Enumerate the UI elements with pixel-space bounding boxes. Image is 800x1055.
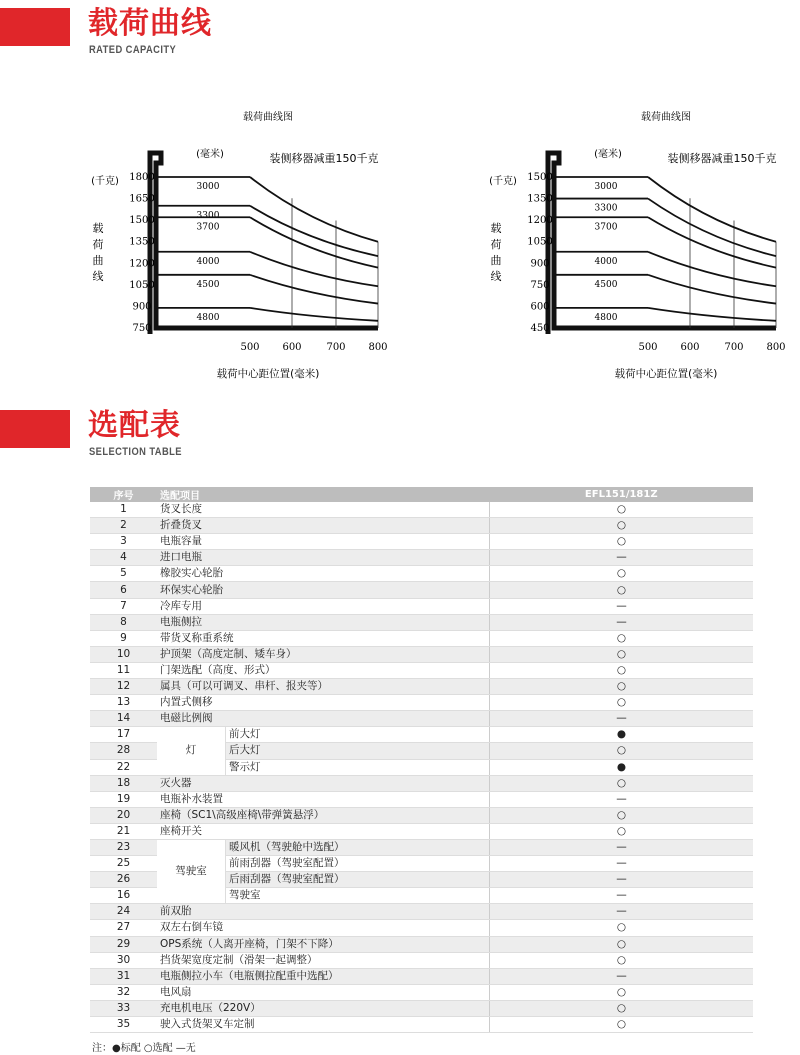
row-value: ○: [490, 936, 754, 952]
row-item: 双左右倒车镜: [157, 920, 490, 936]
row-item: 暖风机（驾驶舱中选配）: [226, 839, 490, 855]
row-item: 后雨刮器（驾驶室配置）: [226, 872, 490, 888]
y-unit-label: (千克): [91, 176, 119, 187]
table-row: [90, 807, 753, 823]
row-item: 电瓶补水装置: [157, 791, 490, 807]
row-item: 带货叉称重系统: [157, 630, 490, 646]
load-chart-left: [0, 100, 400, 400]
row-value: ○: [490, 920, 754, 936]
height-label: 4000: [594, 256, 618, 267]
row-item: 前大灯: [226, 727, 490, 743]
row-number: 26: [90, 872, 157, 888]
table-header-row: [90, 487, 753, 502]
mast-axis: [150, 153, 378, 334]
y-tick-label: 750: [530, 279, 550, 291]
row-number: 12: [90, 679, 157, 695]
row-value: —: [490, 614, 754, 630]
row-number: 32: [90, 984, 157, 1000]
row-value: ○: [490, 630, 754, 646]
row-item: 驾驶室: [226, 888, 490, 904]
col-header-item: 选配项目: [157, 487, 490, 502]
x-unit-label: (毫米): [196, 149, 224, 160]
row-item: 折叠货叉: [157, 518, 490, 534]
x-unit-label: (毫米): [594, 149, 622, 160]
x-axis-label: 载荷中心距位置(毫米): [216, 368, 320, 380]
y-tick-label: 1200: [527, 215, 553, 227]
row-value: ○: [490, 566, 754, 582]
height-label: 4800: [196, 312, 220, 323]
y-tick-label: 600: [530, 301, 550, 313]
x-tick-label: 500: [240, 342, 260, 353]
table-row: [90, 502, 753, 518]
height-label: 3300: [594, 203, 618, 214]
table-row: [90, 952, 753, 968]
y-tick-label: 900: [132, 301, 152, 313]
height-label: 3700: [196, 222, 220, 233]
y-tick-label: 1350: [129, 236, 155, 248]
table-row: [90, 518, 753, 534]
mast-axis: [548, 153, 776, 334]
row-item: 环保实心轮胎: [157, 582, 490, 598]
table-row: [90, 839, 753, 855]
row-value: —: [490, 904, 754, 920]
row-number: 19: [90, 791, 157, 807]
height-label: 4500: [196, 279, 220, 290]
y-axis-label-char: 曲: [490, 254, 502, 267]
section-accent-bar: [0, 410, 70, 448]
row-value: ○: [490, 534, 754, 550]
row-item: 进口电瓶: [157, 550, 490, 566]
y-tick-label: 1050: [129, 279, 155, 291]
row-value: ○: [490, 662, 754, 678]
row-item: 橡胶实心轮胎: [157, 566, 490, 582]
x-axis-label: 载荷中心距位置(毫米): [614, 368, 718, 380]
row-item: 货叉长度: [157, 502, 490, 518]
row-number: 1: [90, 502, 157, 518]
height-label: 3300: [196, 210, 220, 221]
row-number: 11: [90, 662, 157, 678]
series-curve: [250, 177, 378, 242]
x-tick-label: 500: [638, 342, 658, 353]
row-value: —: [490, 856, 754, 872]
row-value: ○: [490, 743, 754, 759]
row-number: 17: [90, 727, 157, 743]
row-value: —: [490, 791, 754, 807]
row-number: 10: [90, 646, 157, 662]
x-tick-label: 600: [680, 342, 700, 353]
row-item: 电瓶容量: [157, 534, 490, 550]
row-number: 7: [90, 598, 157, 614]
row-number: 14: [90, 711, 157, 727]
row-number: 9: [90, 630, 157, 646]
row-item: 挡货架宽度定制（滑架一起调整）: [157, 952, 490, 968]
section-accent-bar: [0, 8, 70, 46]
row-number: 20: [90, 807, 157, 823]
row-item: 冷库专用: [157, 598, 490, 614]
y-axis-label-char: 荷: [92, 238, 104, 251]
table-row: [90, 534, 753, 550]
row-value: ●: [490, 727, 754, 743]
row-number: 18: [90, 775, 157, 791]
table-row: [90, 695, 753, 711]
row-number: 22: [90, 759, 157, 775]
row-number: 27: [90, 920, 157, 936]
x-tick-label: 700: [724, 342, 744, 353]
row-number: 24: [90, 904, 157, 920]
y-tick-label: 750: [132, 323, 152, 334]
table-row: [90, 968, 753, 984]
row-value: ○: [490, 518, 754, 534]
row-group: 驾驶室: [157, 839, 226, 903]
chart-annotation: 装侧移器减重150千克: [269, 152, 379, 165]
row-number: 16: [90, 888, 157, 904]
x-tick-label: 600: [282, 342, 302, 353]
y-tick-label: 1500: [527, 172, 553, 183]
x-tick-label: 800: [368, 342, 388, 353]
row-item: 灭火器: [157, 775, 490, 791]
chart-annotation: 装侧移器减重150千克: [667, 152, 777, 165]
row-item: 前雨刮器（驾驶室配置）: [226, 856, 490, 872]
row-number: 25: [90, 856, 157, 872]
height-label: 4800: [594, 312, 618, 323]
table-row: [90, 775, 753, 791]
y-tick-label: 1200: [129, 258, 155, 270]
table-row: [90, 1017, 753, 1033]
table-row: [90, 614, 753, 630]
row-number: 3: [90, 534, 157, 550]
table-row: [90, 566, 753, 582]
row-number: 4: [90, 550, 157, 566]
row-item: 电风扇: [157, 984, 490, 1000]
row-item: OPS系统（人离开座椅，门架不下降）: [157, 936, 490, 952]
row-item: 电瓶侧拉小车（电瓶侧拉配重中选配）: [157, 968, 490, 984]
row-value: ○: [490, 695, 754, 711]
row-value: —: [490, 839, 754, 855]
row-number: 23: [90, 839, 157, 855]
table-row: [90, 550, 753, 566]
row-value: —: [490, 598, 754, 614]
table-row: [90, 662, 753, 678]
height-label: 3000: [196, 182, 220, 192]
row-number: 21: [90, 823, 157, 839]
row-value: ○: [490, 807, 754, 823]
table-row: [90, 598, 753, 614]
y-axis-label-char: 荷: [490, 238, 502, 251]
series-curve: [648, 275, 776, 304]
y-axis-label-char: 载: [92, 222, 104, 235]
table-row: [90, 823, 753, 839]
row-item: 充电机电压（220V）: [157, 1000, 490, 1016]
height-label: 4500: [594, 279, 618, 290]
table-row: [90, 630, 753, 646]
row-value: —: [490, 550, 754, 566]
row-value: —: [490, 711, 754, 727]
section-title: 载荷曲线: [88, 6, 212, 41]
height-label: 4000: [196, 256, 220, 267]
table-row: [90, 582, 753, 598]
table-row: [90, 1000, 753, 1016]
row-value: ○: [490, 775, 754, 791]
y-tick-label: 1050: [527, 236, 553, 248]
legend-note: 注：●标配 ○选配 —无: [92, 1043, 196, 1054]
row-value: ○: [490, 502, 754, 518]
height-label: 3000: [594, 182, 618, 192]
table-row: [90, 646, 753, 662]
row-value: ●: [490, 759, 754, 775]
row-number: 35: [90, 1017, 157, 1033]
row-number: 33: [90, 1000, 157, 1016]
y-tick-label: 900: [530, 258, 550, 270]
row-number: 29: [90, 936, 157, 952]
row-number: 28: [90, 743, 157, 759]
x-tick-label: 700: [326, 342, 346, 353]
y-axis-label-char: 载: [490, 222, 502, 235]
row-item: 护顶架（高度定制、矮车身）: [157, 646, 490, 662]
row-item: 驶入式货架叉车定制: [157, 1017, 490, 1033]
col-header-no: 序号: [90, 487, 157, 502]
row-value: ○: [490, 952, 754, 968]
row-item: 电瓶侧拉: [157, 614, 490, 630]
row-number: 30: [90, 952, 157, 968]
load-chart-right: [400, 100, 800, 400]
table-row: [90, 679, 753, 695]
row-item: 门架选配（高度、形式）: [157, 662, 490, 678]
row-number: 8: [90, 614, 157, 630]
series-curve: [648, 308, 776, 321]
row-item: 后大灯: [226, 743, 490, 759]
row-value: —: [490, 872, 754, 888]
y-tick-label: 1800: [129, 172, 155, 183]
row-value: ○: [490, 582, 754, 598]
y-tick-label: 1350: [527, 193, 553, 205]
y-tick-label: 1650: [129, 193, 155, 205]
height-label: 3700: [594, 222, 618, 233]
y-axis-label-char: 线: [92, 270, 104, 283]
row-item: 属具（可以可调叉、串杆、报夹等）: [157, 679, 490, 695]
table-row: [90, 727, 753, 743]
table-body: [90, 502, 753, 1033]
row-item: 警示灯: [226, 759, 490, 775]
table-row: [90, 711, 753, 727]
chart-title: 载荷曲线图: [243, 112, 293, 123]
row-number: 2: [90, 518, 157, 534]
section-subtitle: RATED CAPACITY: [89, 44, 177, 56]
y-tick-label: 450: [530, 323, 550, 334]
row-item: 电磁比例阀: [157, 711, 490, 727]
y-unit-label: (千克): [489, 176, 517, 187]
table-row: [90, 984, 753, 1000]
section-title: 选配表: [88, 408, 181, 443]
table-row: [90, 920, 753, 936]
row-item: 座椅开关: [157, 823, 490, 839]
series-curve: [648, 177, 776, 242]
row-number: 31: [90, 968, 157, 984]
y-axis-label-char: 线: [490, 270, 502, 283]
y-tick-label: 1500: [129, 215, 155, 227]
table-row: [90, 936, 753, 952]
chart-title: 载荷曲线图: [641, 112, 691, 123]
y-axis-label-char: 曲: [92, 254, 104, 267]
selection-table: [90, 487, 753, 1033]
table-row: [90, 791, 753, 807]
section-subtitle: SELECTION TABLE: [89, 446, 182, 458]
row-number: 6: [90, 582, 157, 598]
row-value: ○: [490, 1017, 754, 1033]
row-value: ○: [490, 823, 754, 839]
col-header-model: EFL151/181Z: [490, 487, 754, 502]
x-tick-label: 800: [766, 342, 786, 353]
row-number: 5: [90, 566, 157, 582]
series-curve: [250, 275, 378, 304]
row-value: ○: [490, 984, 754, 1000]
row-item: 内置式侧移: [157, 695, 490, 711]
series-curve: [250, 308, 378, 321]
row-value: ○: [490, 1000, 754, 1016]
row-value: ○: [490, 679, 754, 695]
row-number: 13: [90, 695, 157, 711]
row-item: 前双胎: [157, 904, 490, 920]
row-value: ○: [490, 646, 754, 662]
row-item: 座椅（SC1\高级座椅\带弹簧悬浮）: [157, 807, 490, 823]
table-row: [90, 904, 753, 920]
row-value: —: [490, 968, 754, 984]
row-value: —: [490, 888, 754, 904]
row-group: 灯: [157, 727, 226, 775]
